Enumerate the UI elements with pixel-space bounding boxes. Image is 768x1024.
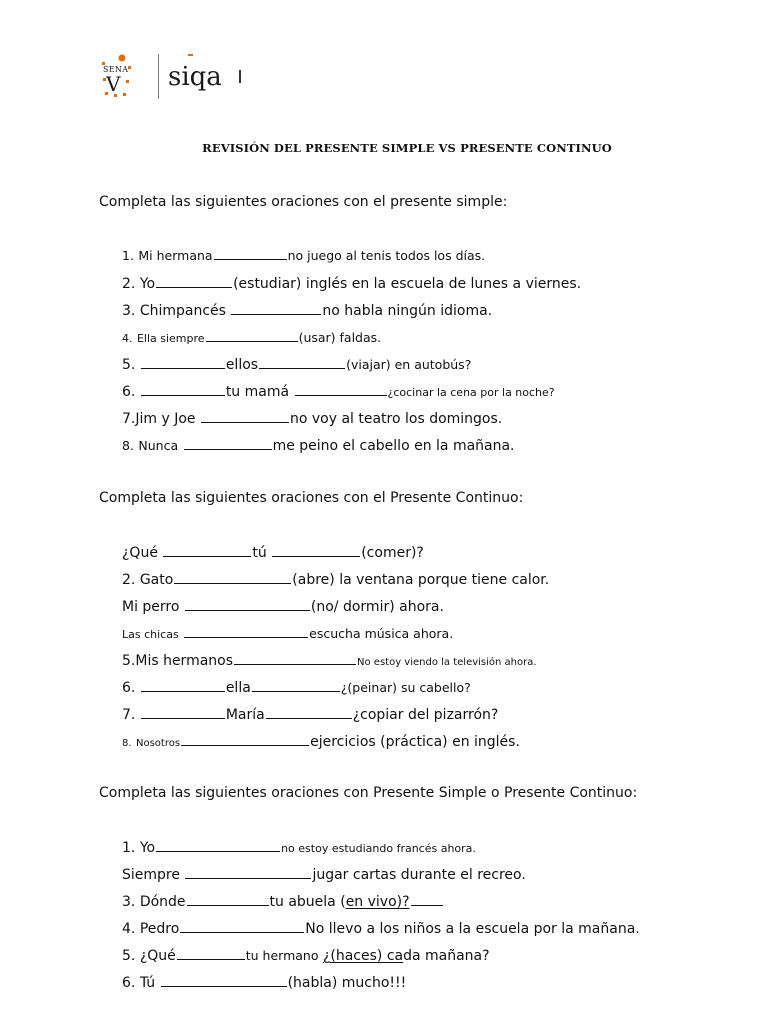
s1-item-1: 1. Mi hermana no juego al tenis todos los días. <box>122 248 486 263</box>
s1-item-7: 7.Jim y Joe no voy al teatro los domingos. <box>122 411 503 427</box>
logo-mark-text: SENA <box>103 65 129 74</box>
logo-mark-letter: V <box>106 72 121 96</box>
s3-item-4: 4. Pedro No llevo a los niños a la escuela por la mañana. <box>122 921 640 937</box>
s1-item-5: 5. ellos (viajar) en autobús? <box>122 357 472 373</box>
answer-blank[interactable] <box>177 946 245 960</box>
answer-blank[interactable] <box>141 678 225 692</box>
answer-blank[interactable] <box>206 328 298 342</box>
s2-item-2: 2. Gato (abre) la ventana porque tiene calor. <box>122 572 550 588</box>
answer-blank[interactable] <box>141 355 225 369</box>
answer-blank[interactable] <box>180 919 304 933</box>
s3-item-3: 3. Dónde tu abuela (en vivo)? <box>122 892 444 911</box>
answer-blank[interactable] <box>185 865 311 879</box>
answer-blank[interactable] <box>187 892 269 906</box>
s2-item-6: 6. ella ¿(peinar) su cabello? <box>122 680 471 696</box>
answer-blank[interactable] <box>266 705 352 719</box>
answer-blank[interactable] <box>234 651 356 665</box>
answer-blank[interactable] <box>141 382 225 396</box>
s2-item-5: 5.Mis hermanos No estoy viendo la televisión ahora. <box>122 653 537 669</box>
sena-siqa-logo <box>100 52 260 102</box>
answer-blank[interactable] <box>161 973 287 987</box>
s2-item-7: 7. María ¿copiar del pizarrón? <box>122 707 499 723</box>
s3-item-5: 5. ¿Qué tu hermano ¿(haces) cada mañana? <box>122 948 490 964</box>
s3-item-6: 6. Tú (habla) mucho!!! <box>122 975 407 991</box>
answer-blank[interactable] <box>181 732 309 746</box>
s1-item-6: 6. tu mamá ¿cocinar la cena por la noche? <box>122 384 555 400</box>
answer-blank[interactable] <box>156 274 232 288</box>
s2-item-8: 8. Nosotros ejercicios (práctica) en inglés. <box>122 734 520 750</box>
answer-blank[interactable] <box>184 624 308 638</box>
logo-divider <box>158 54 159 99</box>
s2-item-4: Las chicas escucha música ahora. <box>122 626 454 641</box>
s1-item-2: 2. Yo (estudiar) inglés en la escuela de lunes a viernes. <box>122 276 582 292</box>
section2-instruction: Completa las siguientes oraciones con el Presente Continuo: <box>99 490 524 506</box>
s1-item-4: 4. Ella siempre (usar) faldas. <box>122 330 382 345</box>
s1-item-3: 3. Chimpancés no habla ningún idioma. <box>122 303 493 319</box>
answer-blank[interactable] <box>252 678 340 692</box>
answer-blank[interactable] <box>174 570 291 584</box>
s3-item-1: 1. Yo no estoy estudiando francés ahora. <box>122 840 476 856</box>
answer-blank[interactable] <box>231 301 321 315</box>
logo-accent <box>188 54 193 56</box>
answer-blank[interactable] <box>201 409 289 423</box>
section1-instruction: Completa las siguientes oraciones con el presente simple: <box>99 194 508 210</box>
s2-item-3: Mi perro (no/ dormir) ahora. <box>122 599 444 615</box>
logo-brand: siqa <box>168 62 222 92</box>
answer-blank[interactable] <box>214 246 287 260</box>
s1-item-8: 8. Nunca me peino el cabello en la mañana. <box>122 438 515 454</box>
answer-blank[interactable] <box>259 355 345 369</box>
answer-blank[interactable] <box>156 838 280 852</box>
answer-blank[interactable] <box>272 543 360 557</box>
section3-instruction: Completa las siguientes oraciones con Presente Simple o Presente Continuo: <box>99 785 638 801</box>
answer-blank[interactable] <box>141 705 225 719</box>
answer-blank[interactable] <box>411 892 443 906</box>
s3-item-2: Siempre jugar cartas durante el recreo. <box>122 867 526 883</box>
answer-blank[interactable] <box>184 436 272 450</box>
page-title: REVISIÓN DEL PRESENTE SIMPLE VS PRESENTE CONTINUO <box>202 141 612 155</box>
answer-blank[interactable] <box>163 543 251 557</box>
answer-blank[interactable] <box>295 382 387 396</box>
answer-blank[interactable] <box>185 597 310 611</box>
s2-item-1: ¿Qué tú (comer)? <box>122 545 424 561</box>
logo-tick <box>239 70 241 83</box>
